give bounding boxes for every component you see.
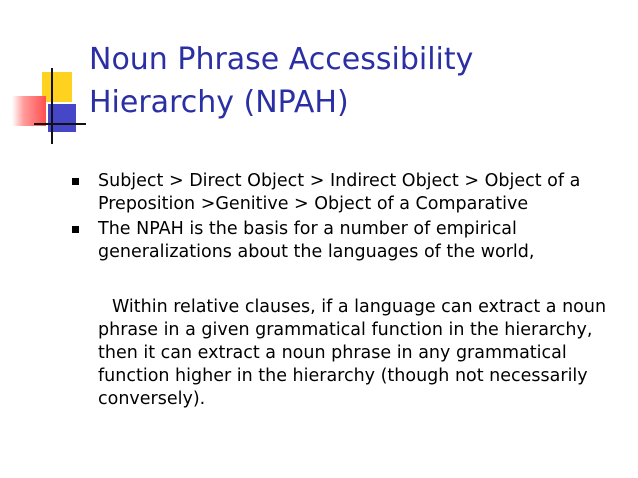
body-paragraph: Within relative clauses, if a language can extract a noun phrase in a given grammatical function in the hierarchy, then it can extract a noun phrase in any grammatical function higher in the hierarchy (though not necessarily conversely). bbox=[98, 297, 607, 409]
square-bullet-icon bbox=[72, 226, 79, 233]
decorative-logo-blocks bbox=[0, 0, 90, 150]
bullet-text: The NPAH is the basis for a number of empirical generalizations about the languages of the world, bbox=[98, 219, 535, 262]
bullet-item bbox=[72, 170, 612, 216]
square-bullet-icon bbox=[72, 178, 79, 185]
bullet-list bbox=[72, 170, 612, 266]
bullet-item bbox=[72, 218, 612, 264]
bullet-text: Subject > Direct Object > Indirect Object > Object of a Preposition >Genitive > Object of a Comparative bbox=[98, 171, 581, 214]
yellow-square-icon bbox=[42, 72, 72, 102]
vertical-line-icon bbox=[51, 68, 53, 144]
slide-title bbox=[89, 38, 609, 124]
title-line-2: Hierarchy (NPAH) bbox=[89, 85, 349, 120]
red-square-icon bbox=[12, 96, 46, 126]
title-line-1: Noun Phrase Accessibility bbox=[89, 42, 474, 77]
horizontal-line-icon bbox=[34, 123, 86, 125]
